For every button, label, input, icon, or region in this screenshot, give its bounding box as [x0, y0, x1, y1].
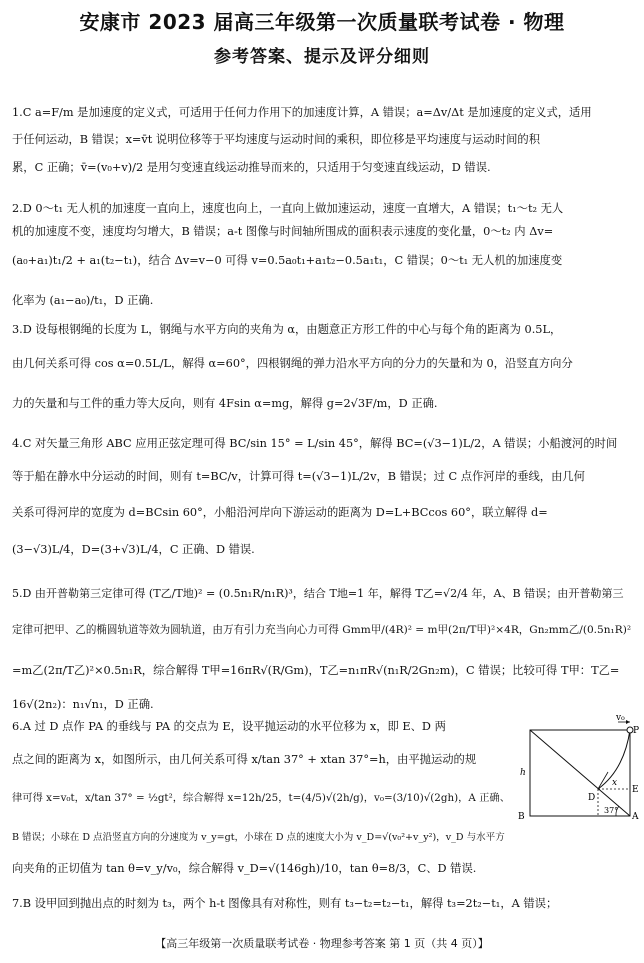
answer-line: 4.C 对矢量三角形 ABC 应用正弦定理可得 BC/sin 15° = L/sin 45°，解得 BC=(√3−1)L/2，A 错误；小船渡河的时间 — [12, 437, 618, 450]
page-footer: 【高三年级第一次质量联考试卷 · 物理参考答案 第 1 页（共 4 页）】 — [155, 937, 489, 950]
answer-line: 由几何关系可得 cos α=0.5L/L，解得 α=60°，四根钢绳的弹力沿水平方向的分力的矢量和为 0，沿竖直方向分 — [12, 357, 573, 370]
answer-line: 2.D 0～t₁ 无人机的加速度一直向上，速度也向上，一直向上做加速运动，速度一直增大，A 错误；t₁～t₂ 无人 — [12, 202, 564, 215]
label-x: x — [612, 778, 618, 788]
label-e: E — [632, 785, 639, 795]
answer-line: 向夹角的正切值为 tan θ=v_y/v₀，综合解得 v_D=√(146gh)/10，tan θ=8/3，C、D 错误. — [12, 862, 477, 875]
answer-line: 力的矢量和与工件的重力等大反向，则有 4Fsin α=mg，解得 g=2√3F/m，D 正确. — [12, 397, 438, 410]
answer-line: 于任何运动，B 错误；x=v̄t 说明位移等于平均速度与运动时间的乘积，即位移是平均速度与运动时间的积 — [12, 133, 541, 146]
answer-line: 7.B 设甲回到抛出点的时刻为 t₃，两个 h-t 图像具有对称性，则有 t₃−t₂=t₂−t₁，解得 t₃=2t₂−t₁，A 错误； — [12, 897, 558, 910]
diagram-incline — [530, 730, 630, 816]
answer-line: 机的加速度不变，速度均匀增大，B 错误；a-t 图像与时间轴所围成的面积表示速度的变化量，0～t₂ 内 Δv= — [12, 225, 554, 238]
answer-line: 5.D 由开普勒第三定律可得 (T乙/T地)² = (0.5n₁R/n₁R)³，结合 T地=1 年，解得 T乙=√2/4 年，A、B 错误；由开普勒第三 — [12, 587, 624, 600]
page-subtitle: 参考答案、提示及评分细则 — [214, 47, 430, 67]
diagram-v0-arrowhead — [626, 720, 630, 724]
answer-line: 关系可得河岸的宽度为 d=BCsin 60°，小船沿河岸向下游运动的距离为 D=L+BCcos 60°，联立解得 d= — [12, 506, 548, 519]
label-d: D — [588, 793, 596, 803]
answer-line: 定律可把甲、乙的椭圆轨道等效为圆轨道，由万有引力充当向心力可得 Gmm甲/(4R)² = m甲(2π/T甲)²×4R，Gn₂mm乙/(0.5n₁R)² — [12, 624, 632, 636]
label-angle: 37° — [604, 806, 619, 815]
label-h: h — [520, 768, 526, 778]
answer-line: 化率为 (a₁−a₀)/t₁，D 正确. — [12, 294, 154, 307]
answer-line: 3.D 设每根钢绳的长度为 L，钢绳与水平方向的夹角为 α，由题意正方形工件的中心与每个角的距离为 0.5L， — [12, 323, 562, 336]
answer-line: 点之间的距离为 x，如图所示，由几何关系可得 x/tan 37° + xtan 37°=h，由平抛运动的规 — [12, 753, 477, 766]
answer-line: B 错误；小球在 D 点沿竖直方向的分速度为 v_y=gt，小球在 D 点的速度大小为 v_D=√(v₀²+v_y²)，v_D 与水平方 — [12, 832, 505, 843]
answer-line: 16√(2n₂)：n₁√n₁，D 正确. — [12, 698, 154, 711]
label-b: B — [518, 812, 525, 822]
page-title: 安康市 2023 届高三年级第一次质量联考试卷 · 物理 — [79, 10, 565, 34]
answer-line: (a₀+a₁)t₁/2 + a₁(t₂−t₁)，结合 Δv=v−0 可得 v=0.5a₀t₁+a₁t₂−0.5a₁t₁，C 错误；0～t₁ 无人机的加速度变 — [12, 254, 563, 267]
answer-line: 律可得 x=v₀t，x/tan 37° = ½gt²，综合解得 x=12h/25，t=(4/5)√(2h/g)，v₀=(3/10)√(2gh)，A 正确、 — [12, 792, 510, 804]
label-p: P — [633, 726, 640, 736]
diagram-velocity-arrow — [598, 772, 608, 789]
answer-line: (3−√3)L/4，D=(3+√3)L/4，C 正确、D 错误. — [12, 543, 255, 556]
answer-line: =m乙(2π/T乙)²×0.5n₁R，综合解得 T甲=16πR√(R/Gm)，T乙=n₁πR√(n₁R/2Gn₂m)，C 错误；比较可得 T甲：T乙= — [12, 664, 620, 677]
answer-line: 6.A 过 D 点作 PA 的垂线与 PA 的交点为 E，设平抛运动的水平位移为 x，即 E、D 两 — [12, 720, 446, 733]
label-v0: v₀ — [616, 713, 625, 723]
projectile-diagram — [512, 712, 638, 824]
label-a: A — [632, 812, 639, 822]
answer-line: 等于船在静水中分运动的时间，则有 t=BC/v，计算可得 t=(√3−1)L/2v，B 错误；过 C 点作河岸的垂线，由几何 — [12, 470, 585, 483]
answer-line: 1.C a=F/m 是加速度的定义式，可适用于任何力作用下的加速度计算，A 错误；a=Δv/Δt 是加速度的定义式，适用 — [12, 106, 592, 119]
answer-line: 累，C 正确；v̄=(v₀+v)/2 是用匀变速直线运动推导而来的，只适用于匀变速直线运动，D 错误. — [12, 161, 491, 174]
